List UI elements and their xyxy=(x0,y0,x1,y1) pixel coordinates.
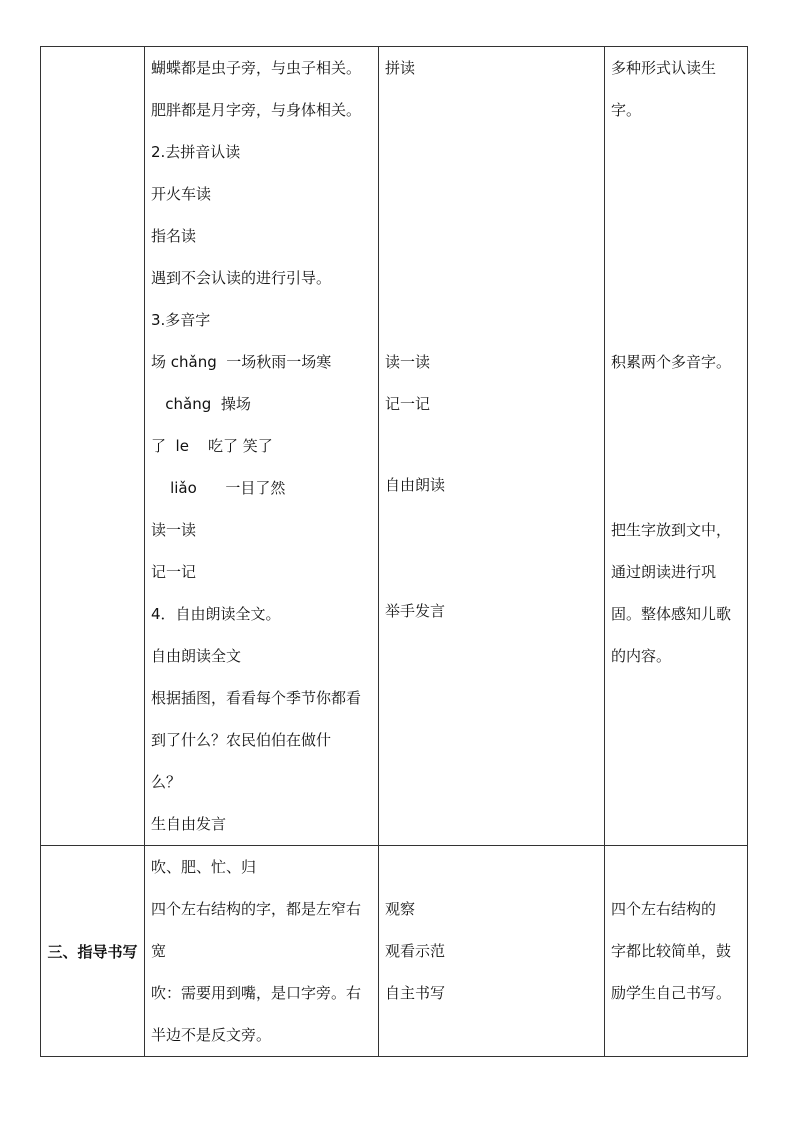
table-row xyxy=(41,846,748,1057)
text-line: 2.去拼音认读 xyxy=(151,143,241,161)
activity-line: 观察 xyxy=(385,900,416,918)
activity-line: 读一读 xyxy=(385,353,431,371)
activity-line: 自由朗读 xyxy=(385,476,446,494)
activity-line: 举手发言 xyxy=(385,602,446,620)
teaching-process-cell xyxy=(145,47,379,846)
text-line: 指名读 xyxy=(151,227,197,245)
lesson-plan-table xyxy=(40,46,748,1057)
text-line: 么？ xyxy=(151,773,182,791)
intent-line: 励学生自己书写。 xyxy=(611,984,732,1002)
text-line: 3.多音字 xyxy=(151,311,211,329)
student-activity-cell xyxy=(379,47,605,846)
intent-line: 字都比较简单，鼓 xyxy=(611,942,732,960)
intent-line: 积累两个多音字。 xyxy=(611,353,732,371)
table-row xyxy=(41,47,748,846)
text-line: 开火车读 xyxy=(151,185,212,203)
intent-line: 固。整体感知儿歌 xyxy=(611,605,732,623)
text-line: 生自由发言 xyxy=(151,815,227,833)
text-line: 遇到不会认读的进行引导。 xyxy=(151,269,332,287)
activity-line: 自主书写 xyxy=(385,984,446,1002)
text-line: 四个左右结构的字，都是左窄右 xyxy=(151,900,362,918)
design-intent-cell xyxy=(605,47,748,846)
text-line: 宽 xyxy=(151,942,167,960)
spacer xyxy=(379,506,604,590)
text-line: 自由朗读全文 xyxy=(151,647,242,665)
text-line: 记一记 xyxy=(151,563,197,581)
text-line: 到了什么？农民伯伯在做什 xyxy=(151,731,332,749)
polyphone-line: 场 chǎng 一场秋雨一场寒 xyxy=(151,353,332,371)
polyphone-line: 了 le 吃了 笑了 xyxy=(151,437,273,455)
text-line: 根据插图，看看每个季节你都看 xyxy=(151,689,362,707)
intent-line: 通过朗读进行巩 xyxy=(611,563,717,581)
text-line: 蝴蝶都是虫子旁，与虫子相关。 xyxy=(151,59,362,77)
text-line: 读一读 xyxy=(151,521,197,539)
student-activity-cell xyxy=(379,846,605,1057)
teaching-process-cell xyxy=(145,846,379,1057)
section-title-guided-writing: 三、指导书写 xyxy=(41,846,145,1057)
intent-line: 字。 xyxy=(611,101,642,119)
activity-line: 记一记 xyxy=(385,395,431,413)
text-line: 半边不是反文旁。 xyxy=(151,1026,272,1044)
activity-line: 拼读 xyxy=(385,59,416,77)
text-line: 4．自由朗读全文。 xyxy=(151,605,281,623)
intent-line: 的内容。 xyxy=(611,647,672,665)
spacer xyxy=(379,425,604,464)
polyphone-line: chǎng 操场 xyxy=(151,395,251,413)
section-cell-empty xyxy=(41,47,145,846)
text-line: 肥胖都是月字旁，与身体相关。 xyxy=(151,101,362,119)
intent-line: 把生字放到文中， xyxy=(611,521,732,539)
text-line: 吹：需要用到嘴，是口字旁。右 xyxy=(151,984,362,1002)
text-line: 吹、肥、忙、归 xyxy=(151,858,257,876)
activity-line: 观看示范 xyxy=(385,942,446,960)
intent-line: 多种形式认读生 xyxy=(611,59,717,77)
polyphone-line: liǎo 一目了然 xyxy=(151,479,286,497)
intent-line: 四个左右结构的 xyxy=(611,900,717,918)
design-intent-cell xyxy=(605,846,748,1057)
